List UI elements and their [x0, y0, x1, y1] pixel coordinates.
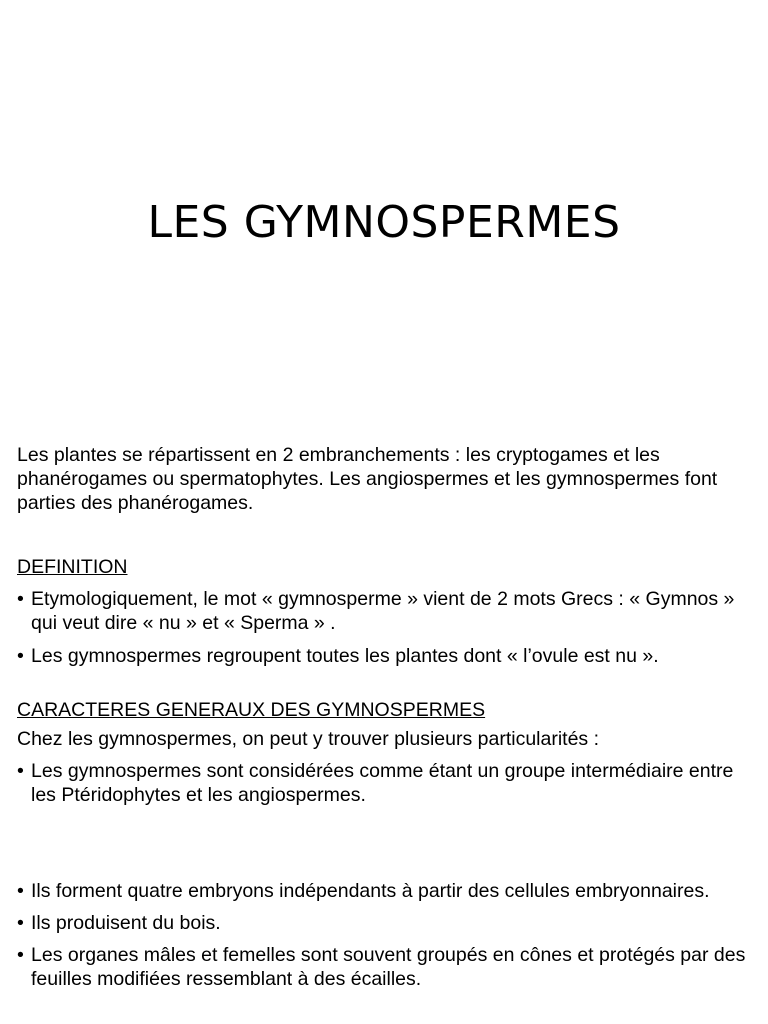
caracteres-bullet-text: Ils forment quatre embryons indépendants à partir des cellules embryonnaires.: [31, 880, 710, 902]
caracteres-bullet: [17, 759, 757, 807]
caracteres-bullet-text: Ils produisent du bois.: [31, 912, 221, 934]
definition-bullet: [17, 644, 757, 668]
caracteres-bullet: [17, 911, 757, 935]
definition-bullet: [17, 587, 757, 635]
caracteres-bullet: [17, 943, 757, 991]
definition-heading: DEFINITION: [17, 556, 128, 578]
definition-bullet-text: Les gymnospermes regroupent toutes les plantes dont « l’ovule est nu ».: [31, 645, 659, 667]
caracteres-bullet-text: Les organes mâles et femelles sont souvent groupés en cônes et protégés par des feuilles modifiées ressemblant à des écailles.: [31, 944, 746, 990]
definition-bullet-text: Etymologiquement, le mot « gymnosperme » vient de 2 mots Grecs : « Gymnos » qui veut dire « nu » et « Sperma » .: [31, 588, 735, 634]
caracteres-heading: CARACTERES GENERAUX DES GYMNOSPERMES: [17, 699, 486, 721]
caracteres-bullet: [17, 879, 757, 903]
bullet-marker: •: [17, 912, 24, 934]
intro-paragraph: Les plantes se répartissent en 2 embranchements : les cryptogames et les phanérogames ou spermatophytes. Les angiospermes et les gymnospermes font parties des phanérogames.: [17, 444, 718, 514]
bullet-marker: •: [17, 760, 24, 782]
bullet-marker: •: [17, 588, 24, 610]
content-body: [17, 443, 757, 991]
page-title: LES GYMNOSPERMES: [147, 197, 621, 248]
bullet-marker: •: [17, 944, 24, 966]
bullet-marker: •: [17, 645, 24, 667]
bullet-marker: •: [17, 880, 24, 902]
caracteres-bullet-text: Les gymnospermes sont considérées comme étant un groupe intermédiaire entre les Ptéridophytes et les angiospermes.: [31, 760, 734, 806]
caracteres-intro: Chez les gymnospermes, on peut y trouver plusieurs particularités :: [17, 728, 600, 750]
